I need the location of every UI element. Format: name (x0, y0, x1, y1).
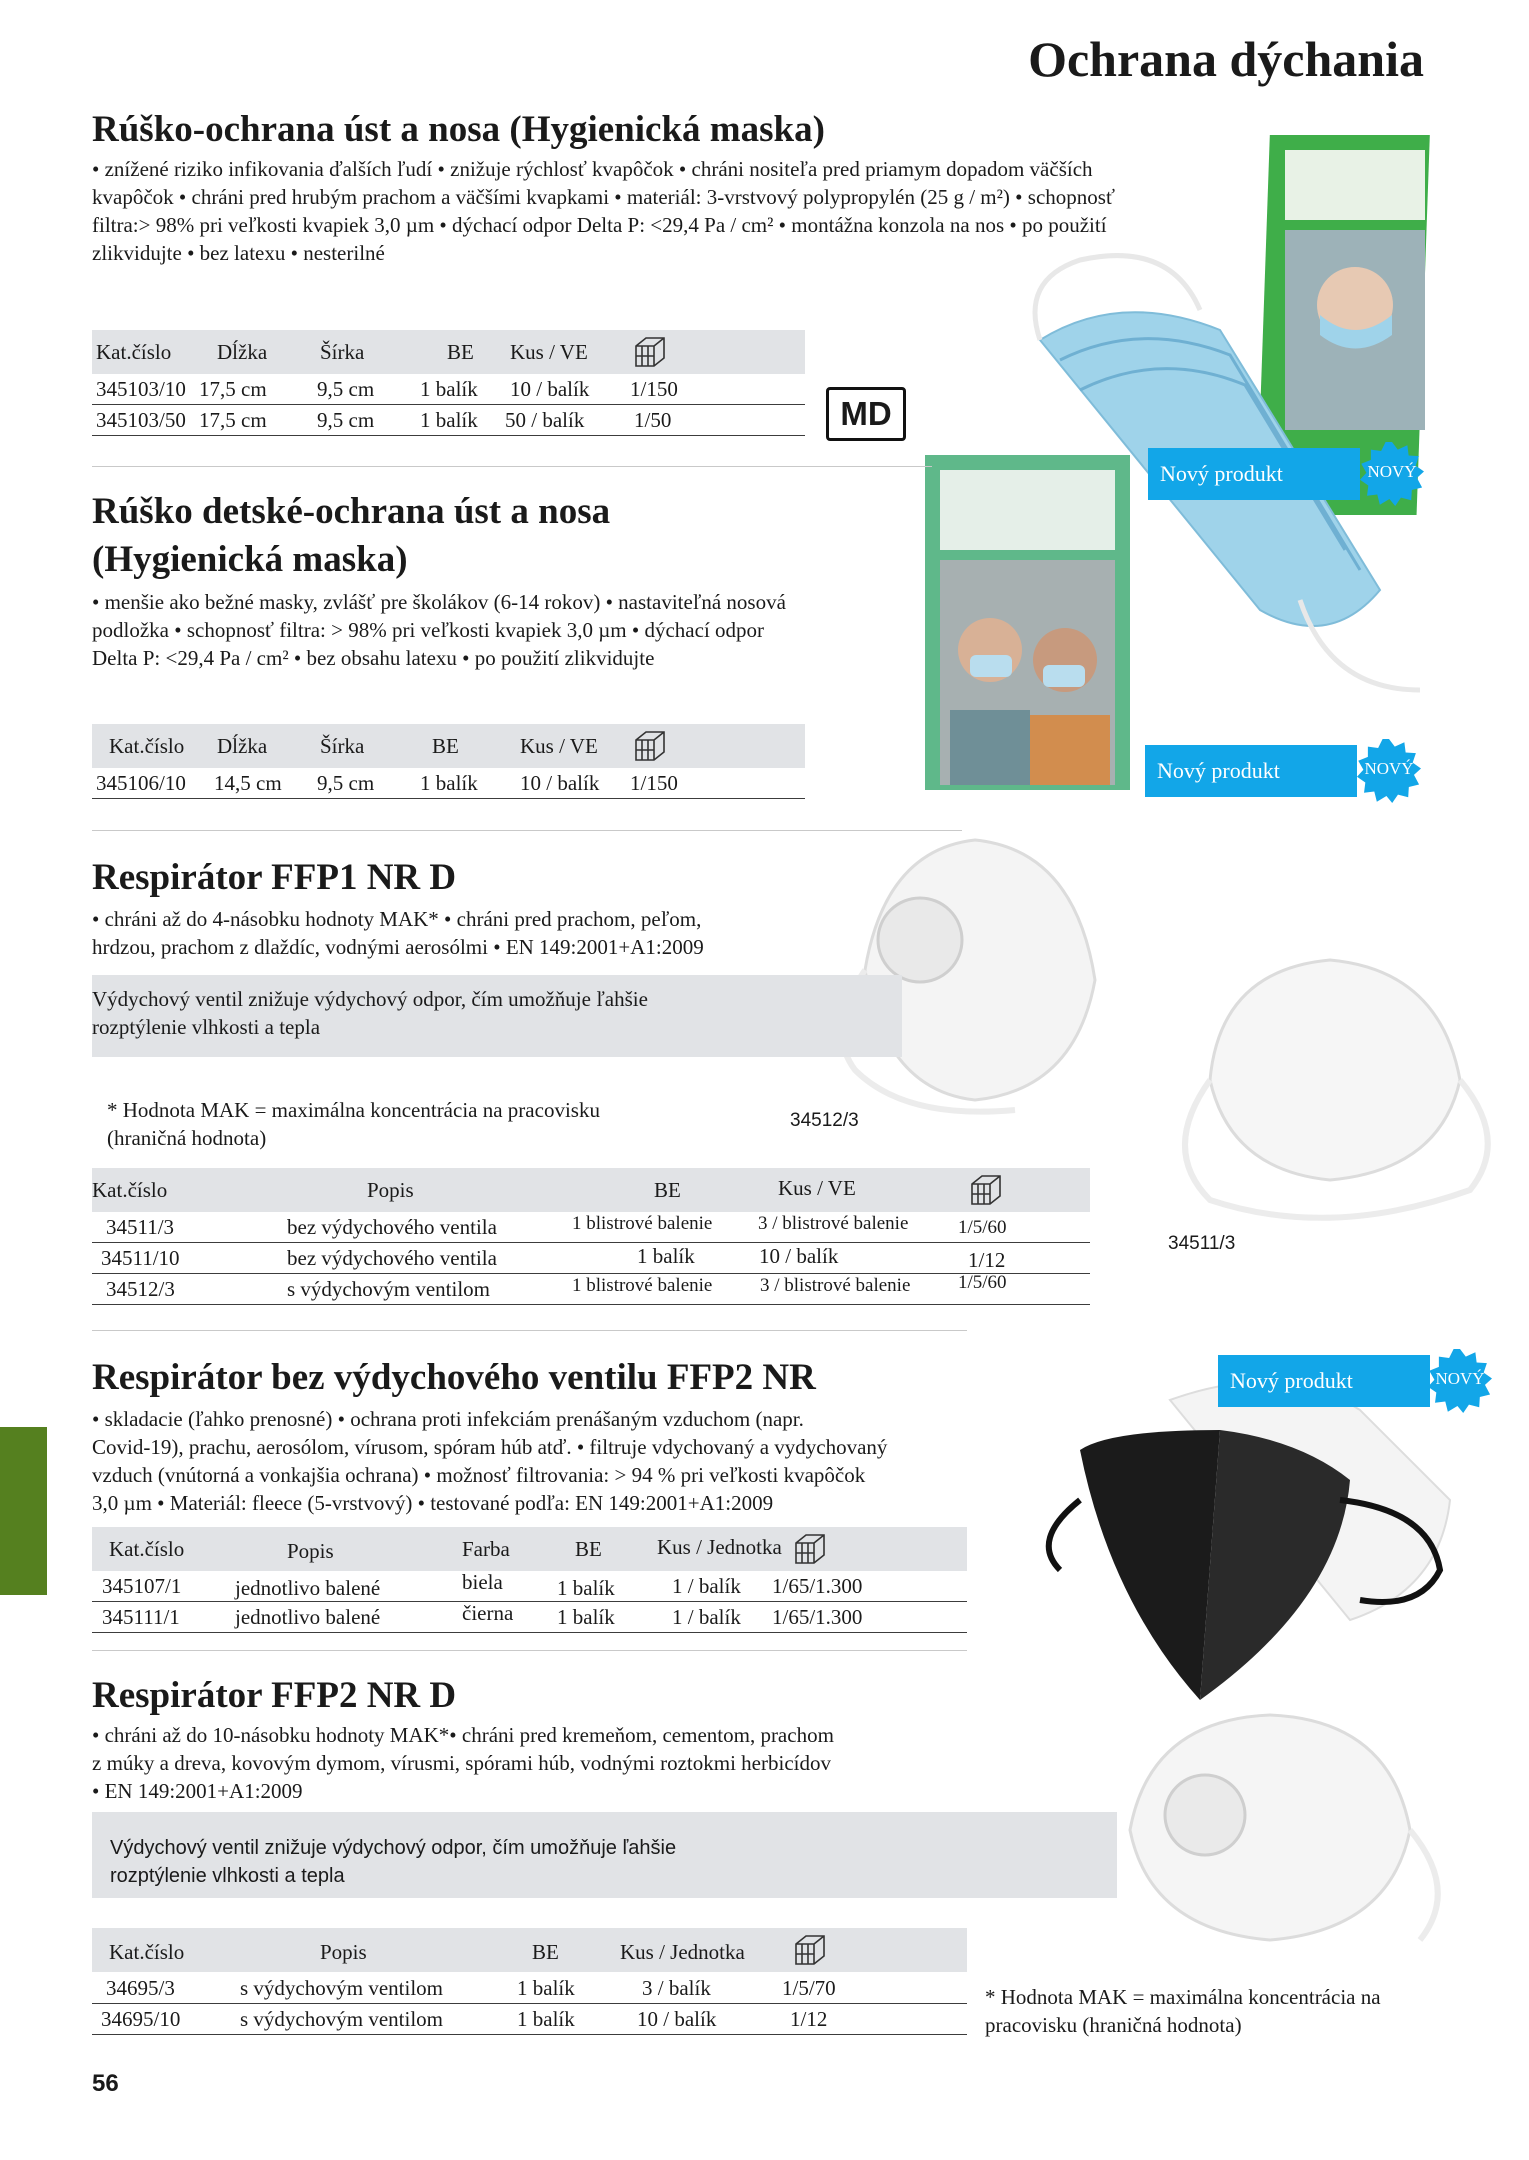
header-cat-number: Kat.číslo (92, 1178, 168, 1202)
header-cat-number: Kat.číslo (96, 340, 172, 364)
cell-pack: 1/65/1.300 (772, 1605, 863, 1629)
table-header-ffp2-no-valve (92, 1527, 967, 1571)
cell-description: bez výdychového ventila (287, 1215, 497, 1239)
header-kus-unit: Kus / Jednotka (620, 1940, 745, 1964)
header-description: Popis (287, 1539, 334, 1563)
cell-be: 1 balík (557, 1576, 615, 1600)
table-row (92, 768, 805, 798)
table-row (92, 405, 805, 435)
new-label: NOVÝ (1435, 1369, 1485, 1388)
header-be: BE (575, 1537, 602, 1561)
cell-kus: 10 / balík (759, 1244, 839, 1268)
header-length: Dĺžka (217, 734, 268, 758)
cell-length: 17,5 cm (199, 408, 267, 432)
cell-cat: 34512/3 (106, 1277, 175, 1301)
section-divider (92, 466, 932, 467)
new-starburst-icon (1360, 442, 1424, 506)
description-line: • skladacie (ľahko prenosné) • ochrana proti infekciám prenášaným vzduchom (napr. (92, 1407, 804, 1431)
table-header-ffp1 (92, 1168, 1090, 1212)
section-description (92, 1721, 834, 1805)
cell-description: bez výdychového ventila (287, 1246, 497, 1270)
table-kids-mask (92, 768, 805, 799)
cell-be: 1 blistrové balenie (572, 1275, 713, 1296)
footnote-line: pracovisku (hraničná hodnota) (985, 2013, 1242, 2037)
valve-note (92, 1812, 1117, 1898)
ffp2-folded-mask-image (1020, 1370, 1500, 1730)
package-cube-icon (632, 728, 668, 764)
table-row (92, 1571, 967, 1601)
description-line: filtra:> 98% pri veľkosti kvapiek 3,0 µm • dýchací odpor Delta P: <29,4 Pa / cm² • montážna konzola na nos • po použití (92, 213, 1107, 237)
cell-color: biela (462, 1570, 503, 1594)
cell-description: s výdychovým ventilom (240, 1976, 443, 2000)
cell-kus: 3 / blistrové balenie (760, 1275, 911, 1296)
section-description (92, 155, 1115, 267)
cell-pack: 1/5/60 (958, 1217, 1007, 1238)
cell-pack: 1/12 (790, 2007, 828, 2031)
cell-pack: 1/5/60 (958, 1272, 1007, 1293)
footnote-line: (hraničná hodnota) (107, 1126, 267, 1150)
description-line: hrdzou, prachom z dlaždíc, vodnými aerosólmi • EN 149:2001+A1:2009 (92, 935, 704, 959)
header-be: BE (654, 1178, 681, 1202)
new-starburst-icon (1428, 1349, 1492, 1413)
table-row (92, 374, 805, 404)
table-header-hygienic-mask (92, 330, 805, 374)
new-product-label: Nový produkt (1148, 448, 1360, 500)
cell-be: 1 balík (557, 1605, 615, 1629)
description-line: vzduch (vnútorná a vonkajšia ochrana) • možnosť filtrovania: > 94 % pri veľkosti kvapôčok (92, 1463, 866, 1487)
cell-pack: 1/150 (630, 377, 678, 401)
section-description (92, 588, 786, 672)
table-row (92, 1602, 967, 1632)
cell-kus: 50 / balík (505, 408, 585, 432)
header-description: Popis (367, 1178, 414, 1202)
title-line: Rúško detské-ochrana úst a nosa (92, 491, 611, 532)
valve-note (92, 975, 902, 1057)
header-kus-ve: Kus / VE (778, 1176, 856, 1200)
cell-description: s výdychovým ventilom (287, 1277, 490, 1301)
note-line: rozptýlenie vlhkosti a tepla (110, 1865, 345, 1887)
cell-be: 1 balík (517, 1976, 575, 2000)
description-line: • chráni až do 10-násobku hodnoty MAK*• chráni pred kremeňom, cementom, prachom (92, 1723, 834, 1747)
header-cat-number: Kat.číslo (109, 1537, 185, 1561)
cell-be: 1 balík (420, 377, 478, 401)
cell-pack: 1/150 (630, 771, 678, 795)
cell-cat: 345111/1 (102, 1605, 180, 1629)
cell-cat: 345106/10 (96, 771, 186, 795)
description-line: • znížené riziko infikovania ďalších ľudí • znižuje rýchlosť kvapôčok • chráni nositeľa pred priamym dopadom väčších (92, 157, 1093, 181)
chapter-side-tab (0, 1427, 47, 1595)
cell-kus: 10 / balík (520, 771, 600, 795)
section-description (92, 905, 704, 961)
header-kus-ve: Kus / VE (520, 734, 598, 758)
cell-length: 14,5 cm (214, 771, 282, 795)
description-line: Covid-19), prachu, aerosólom, vírusom, spóram húb atď. • filtruje vdychovaný a vydychovaný (92, 1435, 888, 1459)
kids-mask-product-image (915, 450, 1145, 795)
cell-kus: 10 / balík (510, 377, 590, 401)
section-divider (92, 830, 962, 831)
header-length: Dĺžka (217, 340, 268, 364)
table-row (92, 1243, 1090, 1273)
header-be: BE (432, 734, 459, 758)
cell-kus: 3 / blistrové balenie (758, 1213, 909, 1234)
header-kus-ve: Kus / VE (510, 340, 588, 364)
table-row (92, 1973, 967, 2003)
title-line: (Hygienická maska) (92, 539, 408, 580)
cell-pack: 1/65/1.300 (772, 1574, 863, 1598)
section-title-hygienic-mask: Rúško-ochrana úst a nosa (Hygienická maska) (92, 109, 825, 150)
table-ffp2-nrd (92, 1973, 967, 2035)
new-product-badge (1148, 448, 1428, 500)
section-title-ffp1: Respirátor FFP1 NR D (92, 857, 457, 898)
header-cat-number: Kat.číslo (109, 1940, 185, 1964)
new-starburst-icon (1357, 739, 1421, 803)
cell-cat: 345103/10 (96, 377, 186, 401)
cell-be: 1 balík (420, 408, 478, 432)
new-label: NOVÝ (1367, 462, 1417, 481)
footnote-line: * Hodnota MAK = maximálna koncentrácia na (985, 1985, 1381, 2009)
package-cube-icon (968, 1172, 1004, 1208)
section-divider (92, 1650, 967, 1651)
description-line: z múky a dreva, kovovým dymom, vírusmi, spórami húb, vodnými roztokmi herbicídov (92, 1751, 831, 1775)
cell-kus: 1 / balík (672, 1605, 741, 1629)
description-line: • menšie ako bežné masky, zvlášť pre školákov (6-14 rokov) • nastaviteľná nosová (92, 590, 786, 614)
description-line: podložka • schopnosť filtra: > 98% pri veľkosti kvapiek 3,0 µm • dýchací odpor (92, 618, 765, 642)
new-product-badge (1145, 745, 1425, 797)
package-cube-icon (792, 1531, 828, 1567)
note-line: Výdychový ventil znižuje výdychový odpor, čím umožňuje ľahšie (92, 987, 648, 1011)
header-color: Farba (462, 1537, 510, 1561)
cell-be: 1 balík (637, 1244, 695, 1268)
description-line: Delta P: <29,4 Pa / cm² • bez obsahu latexu • po použití zlikvidujte (92, 646, 655, 670)
header-width: Šírka (320, 734, 365, 758)
table-hygienic-mask (92, 374, 805, 436)
description-line: 3,0 µm • Materiál: fleece (5-vrstvový) • testované podľa: EN 149:2001+A1:2009 (92, 1491, 774, 1515)
section-title-ffp2-no-valve: Respirátor bez výdychového ventilu FFP2 NR (92, 1357, 816, 1398)
cell-description: jednotlivo balené (235, 1605, 381, 1629)
page-number: 56 (92, 2070, 119, 2097)
cell-cat: 34511/10 (101, 1246, 180, 1270)
footnote-line: * Hodnota MAK = maximálna koncentrácia na pracovisku (107, 1098, 600, 1122)
header-kus-unit: Kus / Jednotka (657, 1535, 782, 1559)
cell-pack: 1/5/70 (782, 1976, 836, 2000)
description-line: • EN 149:2001+A1:2009 (92, 1779, 303, 1803)
table-row (92, 1274, 1090, 1304)
page-title: Ochrana dýchania (1028, 31, 1424, 87)
note-line: rozptýlenie vlhkosti a tepla (92, 1015, 321, 1039)
header-be: BE (447, 340, 474, 364)
new-label: NOVÝ (1364, 759, 1414, 778)
header-description: Popis (320, 1940, 367, 1964)
section-title-ffp2-nrd: Respirátor FFP2 NR D (92, 1675, 457, 1716)
section-title-kids-mask (92, 488, 610, 584)
cell-width: 9,5 cm (317, 408, 375, 432)
cell-cat: 34511/3 (106, 1215, 175, 1239)
cell-length: 17,5 cm (199, 377, 267, 401)
ffp2-valve-mask-image (1080, 1700, 1460, 1970)
cell-cat: 345107/1 (102, 1574, 182, 1598)
cell-pack: 1/50 (634, 408, 672, 432)
package-cube-icon (632, 334, 668, 370)
image-label-34512: 34512/3 (790, 1110, 859, 1131)
cell-cat: 345103/50 (96, 408, 186, 432)
package-cube-icon (792, 1932, 828, 1968)
table-header-ffp2-nrd (92, 1928, 967, 1972)
cell-be: 1 blistrové balenie (572, 1213, 713, 1234)
table-ffp1 (92, 1212, 1090, 1305)
table-header-kids-mask (92, 724, 805, 768)
header-cat-number: Kat.číslo (109, 734, 185, 758)
mak-footnote (107, 1096, 600, 1152)
cell-kus: 10 / balík (637, 2007, 717, 2031)
cell-width: 9,5 cm (317, 377, 375, 401)
description-line: • chráni až do 4-násobku hodnoty MAK* • chráni pred prachom, peľom, (92, 907, 702, 931)
table-row (92, 1212, 1090, 1242)
header-be: BE (532, 1940, 559, 1964)
cell-description: s výdychovým ventilom (240, 2007, 443, 2031)
note-line: Výdychový ventil znižuje výdychový odpor, čím umožňuje ľahšie (110, 1837, 677, 1859)
cell-be: 1 balík (517, 2007, 575, 2031)
cell-cat: 34695/10 (101, 2007, 181, 2031)
description-line: kvapôčok • chráni pred hrubým prachom a väčšími kvapkami • materiál: 3-vrstvový polypropylén (25 g / m²) • schopnosť (92, 185, 1115, 209)
cell-cat: 34695/3 (106, 1976, 175, 2000)
cell-be: 1 balík (420, 771, 478, 795)
ffp1-mask-image (1150, 950, 1520, 1230)
md-certification-badge: MD (826, 387, 906, 441)
cell-pack: 1/12 (968, 1248, 1006, 1272)
table-ffp2-no-valve (92, 1571, 967, 1633)
mak-footnote (985, 1983, 1381, 2039)
section-divider (92, 1330, 967, 1331)
cell-width: 9,5 cm (317, 771, 375, 795)
description-line: zlikvidujte • bez latexu • nesterilné (92, 241, 385, 265)
new-product-badge (1218, 1355, 1498, 1407)
section-description (92, 1405, 887, 1517)
header-width: Šírka (320, 340, 365, 364)
cell-kus: 1 / balík (672, 1574, 741, 1598)
cell-kus: 3 / balík (642, 1976, 711, 2000)
cell-description: jednotlivo balené (235, 1576, 381, 1600)
new-product-label: Nový produkt (1145, 745, 1357, 797)
cell-color: čierna (462, 1601, 514, 1625)
new-product-label: Nový produkt (1218, 1355, 1430, 1407)
image-label-34511: 34511/3 (1168, 1233, 1236, 1254)
table-row (92, 2004, 967, 2034)
